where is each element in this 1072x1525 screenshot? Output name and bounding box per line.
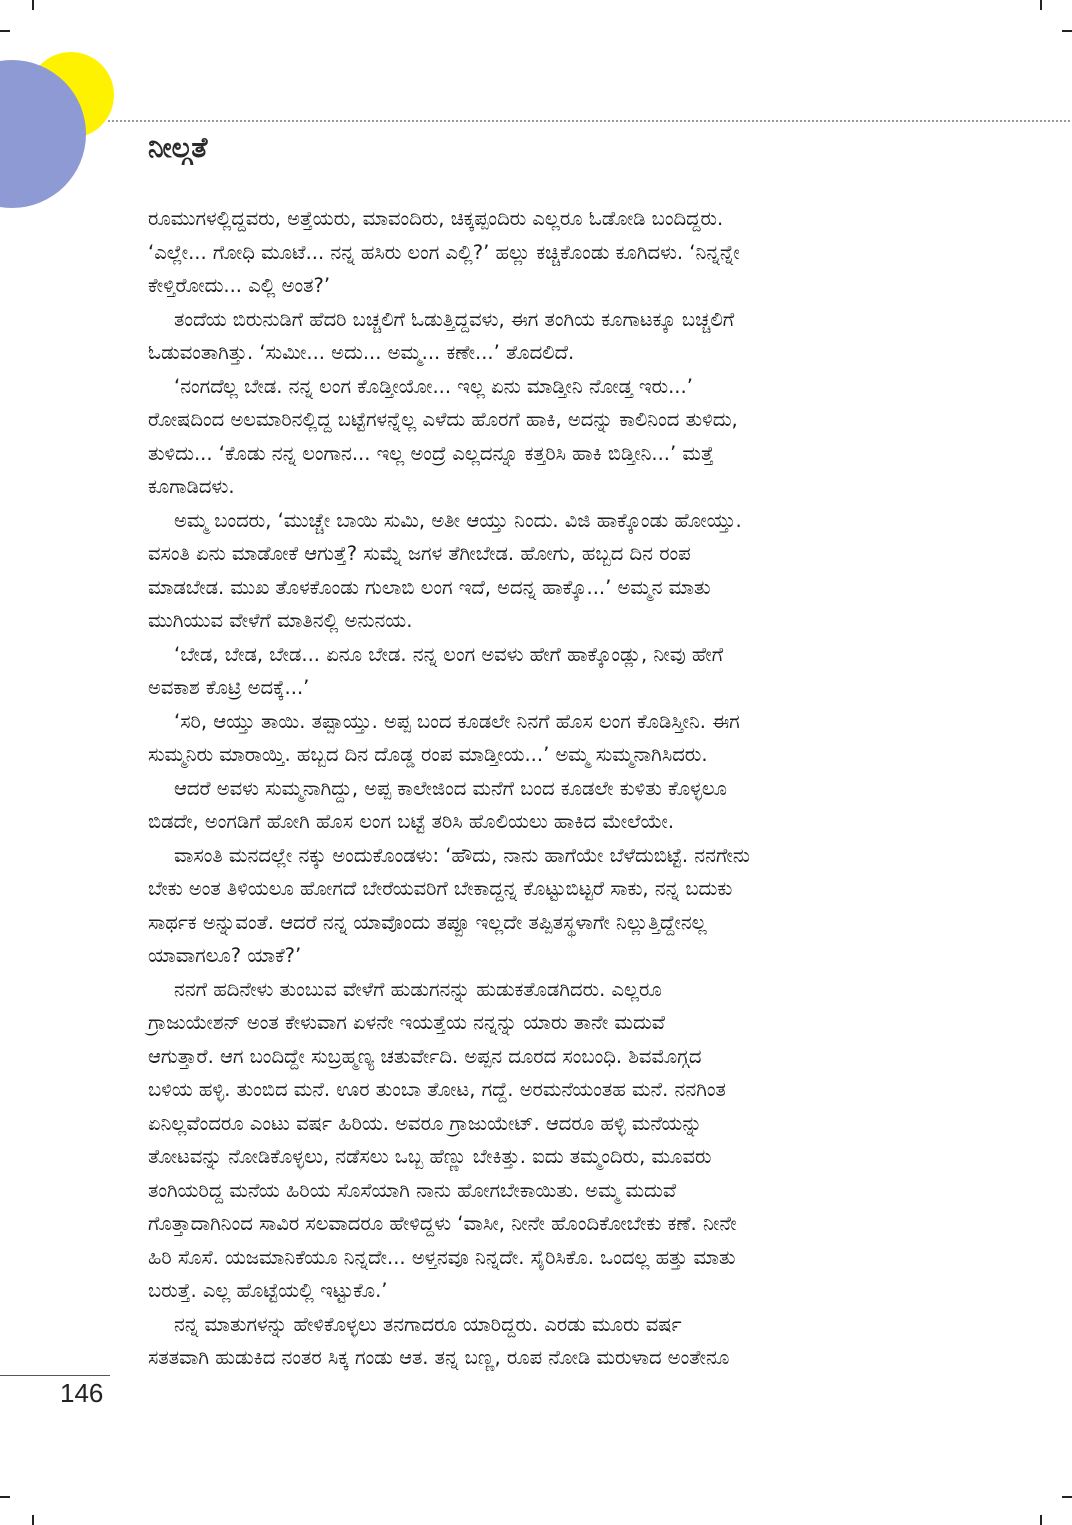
header-dotted-rule [108,120,1070,122]
text-line: ಅವಕಾಶ ಕೊಟ್ರಿ ಅದಕ್ಕೆ...’ [148,676,310,699]
crop-mark-top-right [1040,0,1042,10]
text-line: ಯಾವಾಗಲೂ? ಯಾಕೆ?’ [148,944,302,967]
text-line: ಆಗುತ್ತಾರೆ. ಆಗ ಬಂದಿದ್ದೇ ಸುಬ್ರಹ್ಮಣ್ಯ ಚತುರ್ವೇದಿ. ಅಪ್ಪನ ದೂರದ ಸಂಬಂಧಿ. ಶಿವಮೊಗ್ಗದ [148,1044,702,1068]
text-line: ತಂಗಿಯರಿದ್ದ ಮನೆಯ ಹಿರಿಯ ಸೊಸೆಯಾಗಿ ನಾನು ಹೋಗಬೇಕಾಯಿತು. ಅಮ್ಮ ಮದುವೆ [148,1178,677,1202]
text-line: ಗ್ರಾಜುಯೇಶನ್ ಅಂತ ಕೇಳುವಾಗ ಏಳನೇ ಇಯತ್ತೆಯ ನನ್ನನ್ನು ಯಾರು ತಾನೇ ಮದುವೆ [148,1011,666,1034]
body-text [148,202,948,1375]
text-line: ಆದರೆ ಅವಳು ಸುಮ್ಮನಾಗಿದ್ದು, ಅಪ್ಪ ಕಾಲೇಜಿಂದ ಮನೆಗೆ ಬಂದ ಕೂಡಲೇ ಕುಳಿತು ಕೊಳ್ಳಲೂ [174,776,727,800]
crop-mark-bottom-right-h [1062,1496,1072,1498]
text-line: ಬಿಡದೇ, ಅಂಗಡಿಗೆ ಹೋಗಿ ಹೊಸ ಲಂಗ ಬಟ್ಟೆ ತರಿಸಿ ಹೊಲಿಯಲು ಹಾಕಿದ ಮೇಲೆಯೇ. [148,810,675,833]
text-line: ತೋಟವನ್ನು ನೋಡಿಕೊಳ್ಳಲು, ನಡೆಸಲು ಒಬ್ಬ ಹೆಣ್ಣು ಬೇಕಿತ್ತು. ಐದು ತಮ್ಮಂದಿರು, ಮೂವರು [148,1145,712,1168]
text-line: ಸತತವಾಗಿ ಹುಡುಕಿದ ನಂತರ ಸಿಕ್ಕ ಗಂಡು ಆತ. ತನ್ನ ಬಣ್ಣ, ರೂಪ ನೋಡಿ ಮರುಳಾದ ಅಂತೇನೂ [148,1346,730,1369]
text-line: ‘ಬೇಡ, ಬೇಡ, ಬೇಡ... ಏನೂ ಬೇಡ. ನನ್ನ ಲಂಗ ಅವಳು ಹೇಗೆ ಹಾಕ್ಕೊಂಡ್ಲು, ನೀವು ಹೇಗೆ [174,642,724,666]
text-line: ‘ಎಲ್ಲೇ... ಗೋಧಿ ಮೂಟೆ... ನನ್ನ ಹಸಿರು ಲಂಗ ಎಲ್ಲಿ?’ ಹಲ್ಲು ಕಚ್ಚಿಕೊಂಡು ಕೂಗಿದಳು. ‘ನಿನ್ನನ್ನೇ [148,240,740,264]
text-line: ಅಮ್ಮ ಬಂದರು, ‘ಮುಚ್ಚೇ ಬಾಯಿ ಸುಮಿ, ಅತೀ ಆಯ್ತು ನಿಂದು. ವಿಜಿ ಹಾಕ್ಕೊಂಡು ಹೋಯ್ತು. [174,508,742,532]
text-line: ನನ್ನ ಮಾತುಗಳನ್ನು ಹೇಳಿಕೊಳ್ಳಲು ತನಗಾದರೂ ಯಾರಿದ್ದರು. ಎರಡು ಮೂರು ವರ್ಷ [174,1312,682,1336]
text-line: ಹಿರಿ ಸೊಸೆ. ಯಜಮಾನಿಕೆಯೂ ನಿನ್ನದೇ... ಅಳ್ತನವೂ ನಿನ್ನದೇ. ಸೈರಿಸಿಕೊ. ಒಂದಲ್ಲ ಹತ್ತು ಮಾತು [148,1245,736,1269]
text-line: ‘ಸರಿ, ಆಯ್ತು ತಾಯಿ. ತಪ್ಪಾಯ್ತು. ಅಪ್ಪ ಬಂದ ಕೂಡಲೇ ನಿನಗೆ ಹೊಸ ಲಂಗ ಕೊಡಿಸ್ತೀನಿ. ಈಗ [174,709,740,733]
text-line: ಕೂಗಾಡಿದಳು. [148,475,235,498]
crop-mark-bottom-left [32,1515,34,1525]
text-line: ಮಾಡಬೇಡ. ಮುಖ ತೊಳಕೊಂಡು ಗುಲಾಬಿ ಲಂಗ ಇದೆ, ಅದನ್ನ ಹಾಕ್ಕೊ...’ ಅಮ್ಮನ ಮಾತು [148,575,711,599]
crop-mark-top-right-h [1062,30,1072,32]
text-line: ಓಡುವಂತಾಗಿತ್ತು. ‘ಸುಮೀ... ಅದು... ಅಮ್ಮ... ಕಣೇ...’ ತೊದಲಿದೆ. [148,341,575,364]
text-line: ವಸಂತಿ ಏನು ಮಾಡೋಕೆ ಆಗುತ್ತೆ? ಸುಮ್ನೆ ಜಗಳ ತೆಗೀಬೇಡ. ಹೋಗು, ಹಬ್ಬದ ದಿನ ರಂಪ [148,542,691,565]
text-line: ಸುಮ್ಮನಿರು ಮಾರಾಯ್ತಿ. ಹಬ್ಬದ ದಿನ ದೊಡ್ಡ ರಂಪ ಮಾಡ್ತೀಯ...’ ಅಮ್ಮ ಸುಮ್ಮನಾಗಿಸಿದರು. [148,743,708,766]
text-line: ರೋಷದಿಂದ ಅಲಮಾರಿನಲ್ಲಿದ್ದ ಬಟ್ಟೆಗಳನ್ನೆಲ್ಲ ಎಳೆದು ಹೊರಗೆ ಹಾಕಿ, ಅದನ್ನು ಕಾಲಿನಿಂದ ತುಳಿದು, [148,408,738,431]
text-line: ಸಾರ್ಥಕ ಅನ್ನುವಂತೆ. ಆದರೆ ನನ್ನ ಯಾವೊಂದು ತಪ್ಪೂ ಇಲ್ಲದೇ ತಪ್ಪಿತಸ್ಥಳಾಗೇ ನಿಲ್ಲುತ್ತಿದ್ದೇನಲ್ಲ [148,910,707,934]
crop-mark-top-left-h [0,30,10,32]
crop-mark-bottom-left-h [0,1496,10,1498]
text-line: ನನಗೆ ಹದಿನೇಳು ತುಂಬುವ ವೇಳೆಗೆ ಹುಡುಗನನ್ನು ಹುಡುಕತೊಡಗಿದರು. ಎಲ್ಲರೂ [174,977,662,1001]
text-line: ರೂಮುಗಳಲ್ಲಿದ್ದವರು, ಅತ್ತೆಯರು, ಮಾವಂದಿರು, ಚಿಕ್ಕಪ್ಪಂದಿರು ಎಲ್ಲರೂ ಓಡೋಡಿ ಬಂದಿದ್ದರು. [148,207,724,230]
crop-mark-top-left [32,0,34,10]
text-line: ಬಳಿಯ ಹಳ್ಳಿ. ತುಂಬಿದ ಮನೆ. ಊರ ತುಂಬಾ ತೋಟ, ಗದ್ದೆ. ಅರಮನೆಯಂತಹ ಮನೆ. ನನಗಿಂತ [148,1078,726,1101]
text-line: ಗೊತ್ತಾದಾಗಿನಿಂದ ಸಾವಿರ ಸಲವಾದರೂ ಹೇಳಿದ್ದಳು ‘ವಾಸೀ, ನೀನೇ ಹೊಂದಿಕೋಬೇಕು ಕಣೆ. ನೀನೇ [148,1212,737,1235]
chapter-title: ನೀಲ್ಗತೆ [148,131,208,164]
text-line: ‘ನಂಗದೆಲ್ಲ ಬೇಡ. ನನ್ನ ಲಂಗ ಕೊಡ್ತೀಯೋ... ಇಲ್ಲ ಏನು ಮಾಡ್ತೀನಿ ನೋಡ್ತ ಇರು...’ [174,374,693,398]
page-number: 146 [60,1378,104,1408]
text-line: ಮುಗಿಯುವ ವೇಳೆಗೆ ಮಾತಿನಲ್ಲಿ ಅನುನಯ. [148,609,413,632]
text-line: ತುಳಿದು... ‘ಕೊಡು ನನ್ನ ಲಂಗಾನ... ಇಲ್ಲ ಅಂದ್ರೆ ಎಲ್ಲದನ್ನೂ ಕತ್ತರಿಸಿ ಹಾಕಿ ಬಿಡ್ತೀನಿ...’ ಮತ್ತೆ [148,441,714,465]
text-line: ವಾಸಂತಿ ಮನದಲ್ಲೇ ನಕ್ಕು ಅಂದುಕೊಂಡಳು: ‘ಹೌದು, ನಾನು ಹಾಗೆಯೇ ಬೆಳೆದುಬಿಟ್ಟೆ. ನನಗೇನು [174,843,750,867]
text-line: ಬೇಕು ಅಂತ ತಿಳಿಯಲೂ ಹೋಗದೆ ಬೇರೆಯವರಿಗೆ ಬೇಕಾದ್ದನ್ನ ಕೊಟ್ಟುಬಿಟ್ಟರೆ ಸಾಕು, ನನ್ನ ಬದುಕು [148,877,733,900]
crop-mark-bottom-right [1040,1515,1042,1525]
text-line: ಕೇಳ್ತಿರೋದು... ಎಲ್ಲಿ ಅಂತ?’ [148,274,331,297]
text-line: ಏನಿಲ್ಲವೆಂದರೂ ಎಂಟು ವರ್ಷ ಹಿರಿಯ. ಅವರೂ ಗ್ರಾಜುಯೇಟ್. ಆದರೂ ಹಳ್ಳಿ ಮನೆಯನ್ನು [148,1111,702,1135]
text-line: ತಂದೆಯ ಬಿರುನುಡಿಗೆ ಹೆದರಿ ಬಚ್ಚಲಿಗೆ ಓಡುತ್ತಿದ್ದವಳು, ಈಗ ತಂಗಿಯ ಕೂಗಾಟಕ್ಕೂ ಬಚ್ಚಲಿಗೆ [174,307,735,331]
text-line: ಬರುತ್ತೆ. ಎಲ್ಲ ಹೊಟ್ಟೆಯಲ್ಲಿ ಇಟ್ಟುಕೊ.’ [148,1279,388,1302]
